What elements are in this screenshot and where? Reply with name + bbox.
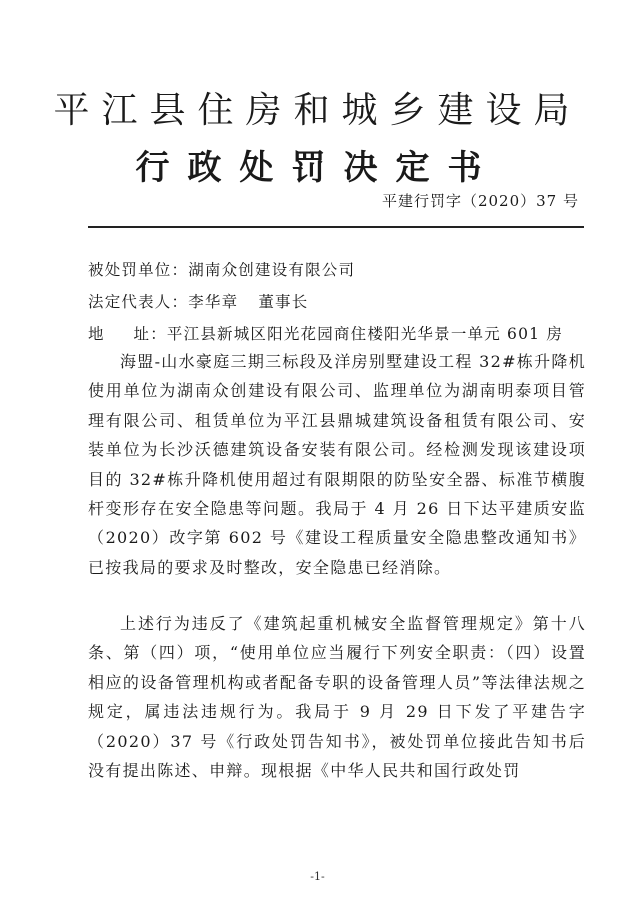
legal-representative-line xyxy=(88,290,308,312)
body-paragraph-2: 上述行为违反了《建筑起重机械安全监督管理规定》第十八条、第（四）项，“使用单位应当履行下列安全职责：（四）设置相应的设备管理机构或者配备专职的设备管理人员”等法律法规之规定，属违法违规行为。我局于 9 月 29 日下发了平建告字（2020）37 号《行政处罚告知书》，被处罚单位接此告知书后没有提出陈述、申辩。现根据《中华人民共和国行政处罚 xyxy=(88,614,586,781)
address-label-part2: 址： xyxy=(133,325,167,343)
address-label-part1: 地 xyxy=(88,325,134,343)
legal-representative-name: 李华章 xyxy=(188,293,239,311)
header-divider xyxy=(88,226,584,228)
penalized-unit-value: 湖南众创建设有限公司 xyxy=(188,261,356,279)
document-number: 平建行罚字（2020）37 号 xyxy=(381,192,579,210)
legal-representative-title: 董事长 xyxy=(258,293,309,311)
address-line xyxy=(88,322,563,344)
body-paragraph-1: 海盟-山水豪庭三期三标段及洋房别墅建设工程 32#栋升降机使用单位为湖南众创建设有限公司、监理单位为湖南明泰项目管理有限公司、租赁单位为平江县鼎城建筑设备租赁有限公司、安装单位为长沙沃德建筑设备安装有限公司。经检测发现该建设项目的 32#栋升降机使用超过有限期限的防坠安全器、标准节横腹杆变形存在安全隐患等问题。我局于 4 月 26 日下达平建质安监（2020）改字第 602 号《建设工程质量安全隐患整改通知书》已按我局的要求及时整改，安全隐患已经消除。 xyxy=(88,352,586,577)
page-number: -1- xyxy=(310,870,325,883)
penalized-unit-label: 被处罚单位： xyxy=(88,261,189,279)
issuing-agency: 平江县住房和城乡建设局 xyxy=(53,90,582,131)
legal-representative-label: 法定代表人： xyxy=(88,293,189,311)
document-title: 行政处罚决定书 xyxy=(135,148,500,188)
penalized-unit-line xyxy=(88,258,355,280)
address-value: 平江县新城区阳光花园商住楼阳光华景一单元 601 房 xyxy=(166,325,564,343)
